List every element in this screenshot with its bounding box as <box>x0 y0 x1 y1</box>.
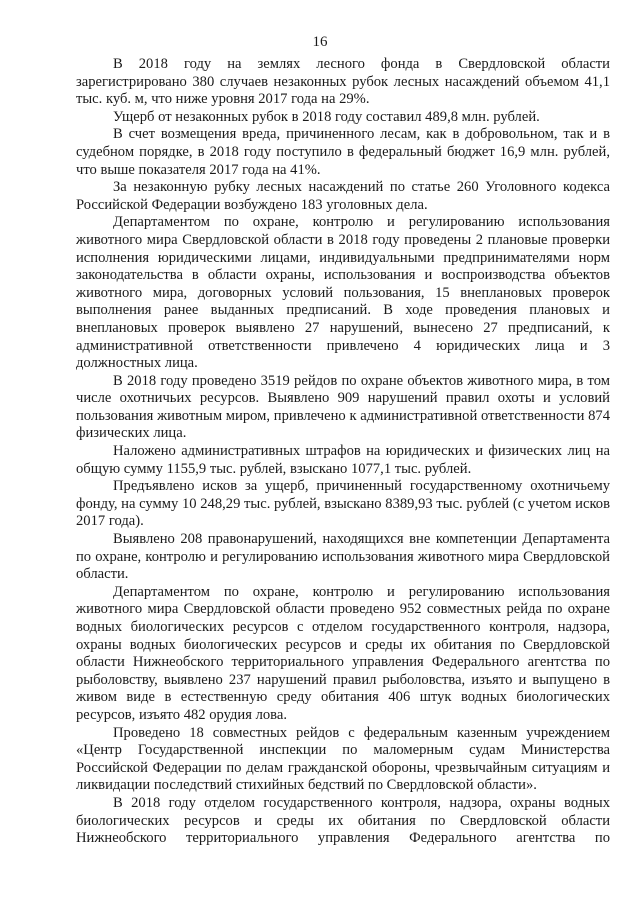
paragraph: Выявлено 208 правонарушений, находящихся вне компетенции Департамента по охране, контролю и регулированию использования животного мира Свердловской области. <box>76 531 610 583</box>
page-number: 16 <box>312 34 328 50</box>
paragraph: Наложено административных штрафов на юридических и физических лиц на общую сумму 1155,9 тыс. рублей, взыскано 1077,1 тыс. рублей. <box>76 443 610 477</box>
paragraph: Департаментом по охране, контролю и регулированию использования животного мира Свердловской области проведено 952 совместных рейда по охране водных биологических ресурсов с отделом государственного контроля, надзора, охраны водных биологических ресурсов и среды их обитания по Свердловской области Нижнеобского территориального управления Федерального агентства по рыболовству, выявлено 237 нарушений правил рыболовства, изъято и выпущено в живом виде в естественную среду обитания 406 штук водных биологических ресурсов, изъято 482 орудия лова. <box>76 583 610 723</box>
document-body <box>76 56 610 848</box>
paragraph: Проведено 18 совместных рейдов с федеральным казенным учреждением «Центр Государственной инспекции по маломерным судам Министерства Российской Федерации по делам гражданской обороны, чрезвычайным ситуациям и ликвидации последствий стихийных бедствий по Свердловской области». <box>76 724 610 794</box>
paragraph: Предъявлено исков за ущерб, причиненный государственному охотничьему фонду, на сумму 10 248,29 тыс. рублей, взыскано 8389,93 тыс. рублей (с учетом исков 2017 года). <box>76 478 610 530</box>
paragraph: Ущерб от незаконных рубок в 2018 году составил 489,8 млн. рублей. <box>113 108 540 125</box>
paragraph: Департаментом по охране, контролю и регулированию использования животного мира Свердловской области в 2018 году проведены 2 плановые проверки исполнения юридическими лицами, индивидуальными предпринимателями норм законодательства в области охраны, использования и воспроизводства объектов животного мира, договорных условий пользования, 15 внеплановых проверок выполнения ранее выданных предписаний. В ходе проведения плановых и внеплановых проверок выявлено 27 нарушений, вынесено 27 предписаний, к административной ответственности привлечено 4 юридических лица и 3 должностных лица. <box>76 214 610 372</box>
paragraph: В 2018 году отделом государственного контроля, надзора, охраны водных биологических ресурсов и среды их обитания по Свердловской области Нижнеобского территориального управления Федерального агентства по <box>76 794 610 847</box>
paragraph: В 2018 году на землях лесного фонда в Свердловской области зарегистрировано 380 случаев незаконных рубок лесных насаждений объемом 41,1 тыс. куб. м, что ниже уровня 2017 года на 29%. <box>76 56 610 108</box>
paragraph: В 2018 году проведено 3519 рейдов по охране объектов животного мира, в том числе охотничьих ресурсов. Выявлено 909 нарушений правил охоты и условий пользования животным миром, привлечено к административной ответственности 874 физических лица. <box>76 372 610 442</box>
paragraph: За незаконную рубку лесных насаждений по статье 260 Уголовного кодекса Российской Федерации возбуждено 183 уголовных дела. <box>76 179 610 213</box>
paragraph: В счет возмещения вреда, причиненного лесам, как в добровольном, так и в судебном порядке, в 2018 году поступило в федеральный бюджет 16,9 млн. рублей, что выше показателя 2017 года на 41%. <box>76 126 610 178</box>
